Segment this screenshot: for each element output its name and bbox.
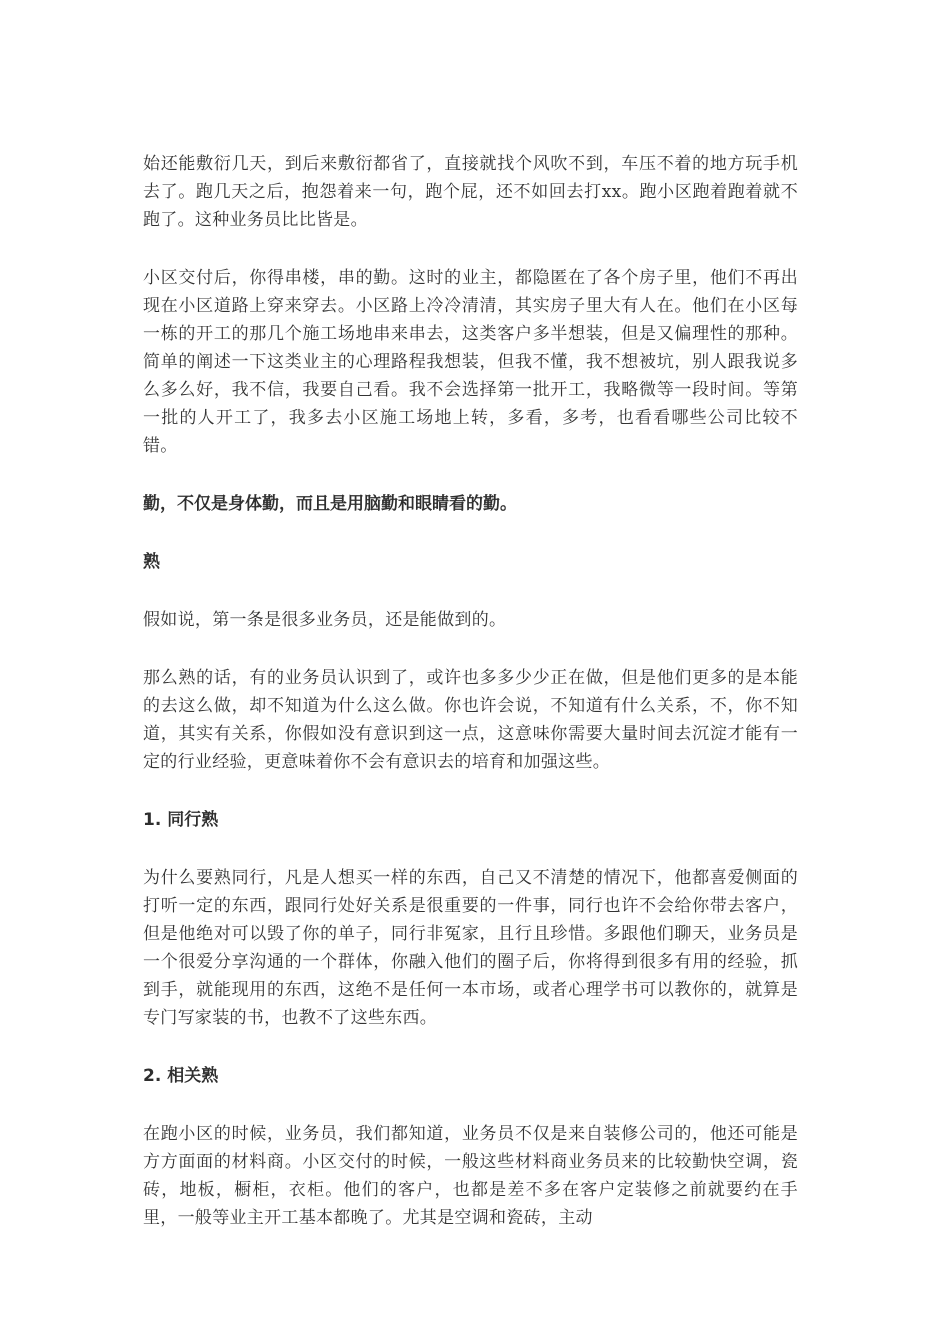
paragraph-intro: 始还能敷衍几天，到后来敷衍都省了，直接就找个风吹不到，车压不着的地方玩手机去了。跑几天之后，抱怨着来一句，跑个屁，还不如回去打xx。跑小区跑着跑着就不跑了。这种业务员比比皆是。 [143, 154, 798, 230]
paragraph-related-familiar: 在跑小区的时候，业务员，我们都知道，业务员不仅是来自装修公司的，他还可能是方方面面的材料商。小区交付的时候，一般这些材料商业务员来的比较勤快空调，瓷砖，地板，橱柜，衣柜。他们的客户，也都是差不多在客户定装修之前就要约在手里，一般等业主开工基本都晚了。尤其是空调和瓷砖，主动 [143, 1124, 798, 1228]
document-page [143, 150, 798, 1232]
section-heading-familiar: 熟 [143, 552, 160, 572]
subheading-peer-familiar: 1. 同行熟 [143, 810, 219, 830]
bold-summary-diligence: 勤，不仅是身体勤，而且是用脑勤和眼睛看的勤。 [143, 494, 517, 514]
paragraph-assume: 假如说，第一条是很多业务员，还是能做到的。 [143, 610, 507, 630]
paragraph-peer-familiar: 为什么要熟同行，凡是人想买一样的东西，自己又不清楚的情况下，他都喜爱侧面的打听一定的东西，跟同行处好关系是很重要的一件事，同行也许不会给你带去客户，但是他绝对可以毁了你的单子，同行非冤家，且行且珍惜。多跟他们聊天，业务员是一个很爱分享沟通的一个群体，你融入他们的圈子后，你将得到很多有用的经验，抓到手，就能现用的东西，这绝不是任何一本市场，或者心理学书可以教你的，就算是专门写家装的书，也教不了这些东西。 [143, 868, 798, 1028]
subheading-related-familiar: 2. 相关熟 [143, 1066, 219, 1086]
paragraph-familiar-explain: 那么熟的话，有的业务员认识到了，或许也多多少少正在做，但是他们更多的是本能的去这么做，却不知道为什么这么做。你也许会说，不知道有什么关系，不，你不知道，其实有关系，你假如没有意识到这一点，这意味你需要大量时间去沉淀才能有一定的行业经验，更意味着你不会有意识去的培育和加强这些。 [143, 668, 798, 772]
paragraph-after-delivery: 小区交付后，你得串楼，串的勤。这时的业主，都隐匿在了各个房子里，他们不再出现在小区道路上穿来穿去。小区路上冷冷清清，其实房子里大有人在。他们在小区每一栋的开工的那几个施工场地串来串去，这类客户多半想装，但是又偏理性的那种。简单的阐述一下这类业主的心理路程我想装，但我不懂，我不想被坑，别人跟我说多么多么好，我不信，我要自己看。我不会选择第一批开工，我略微等一段时间。等第一批的人开工了，我多去小区施工场地上转，多看，多考，也看看哪些公司比较不错。 [143, 268, 798, 456]
